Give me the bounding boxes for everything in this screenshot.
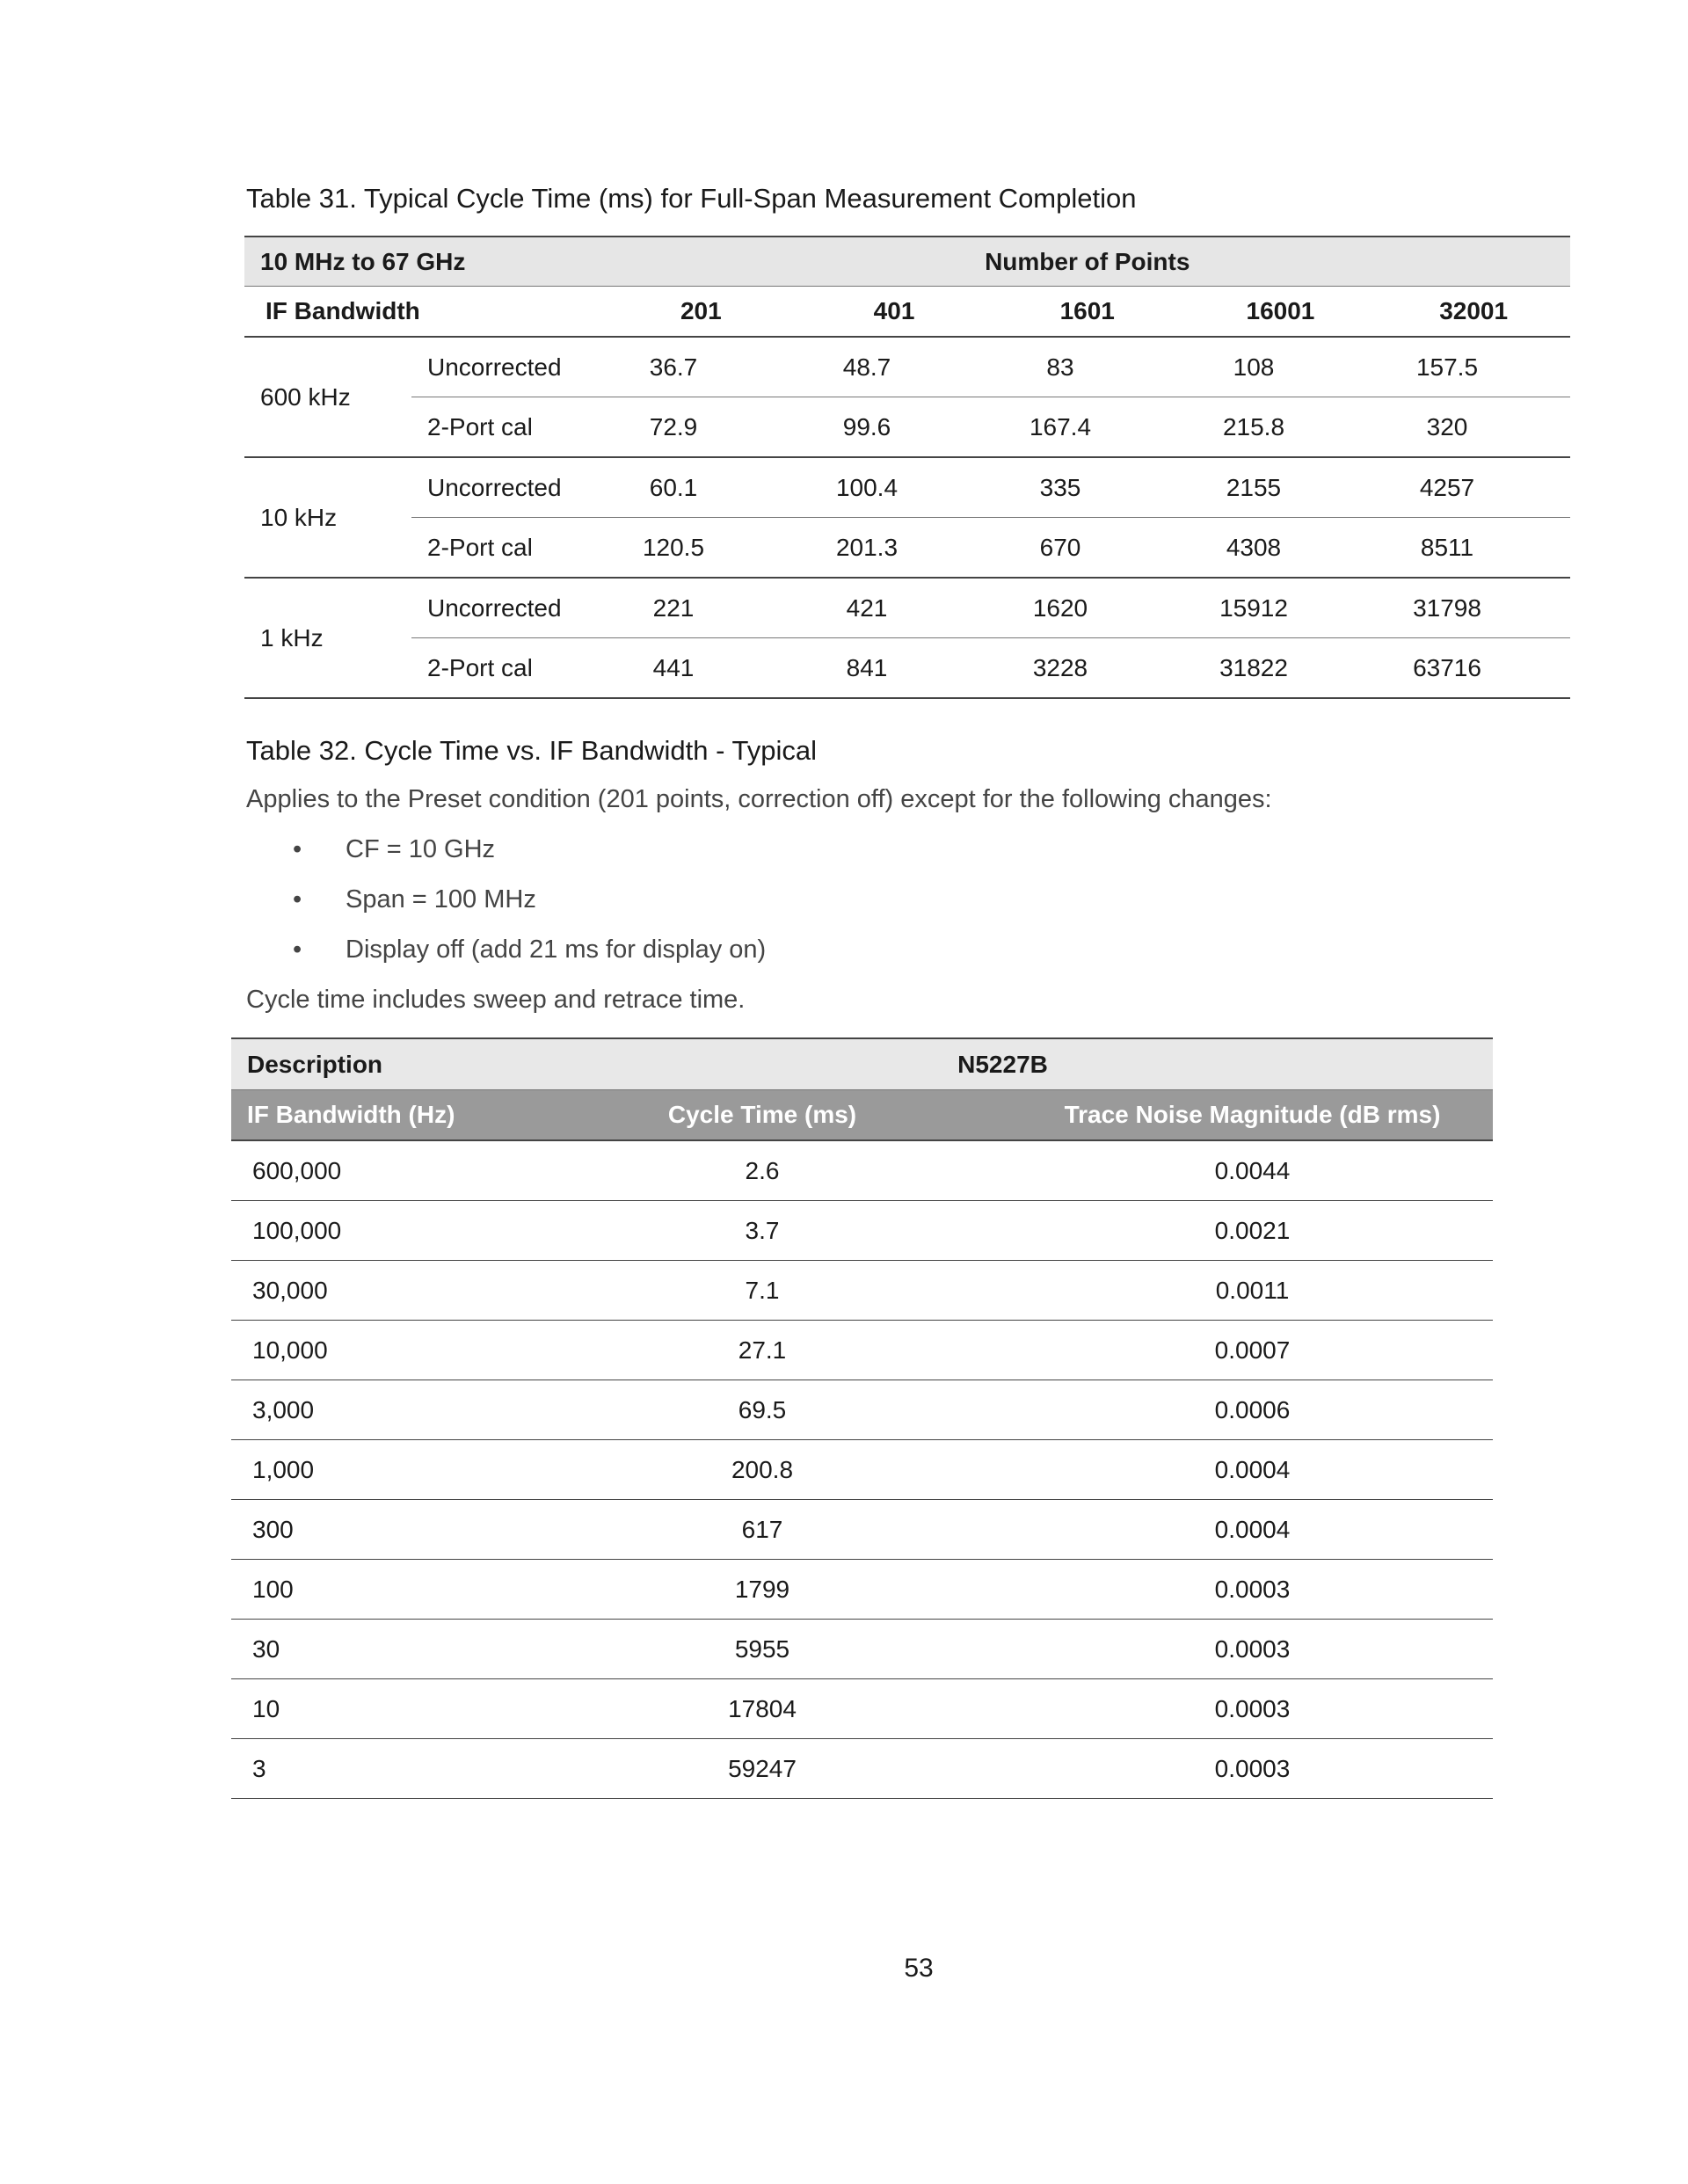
table-row — [231, 1201, 1493, 1261]
cycle-time-cell: 60.1 — [649, 473, 698, 501]
cycle-time-cell: 15912 — [1219, 593, 1288, 622]
condition-label: 2-Port cal — [427, 653, 533, 681]
cycle-time-cell: 157.5 — [1415, 353, 1479, 381]
cycle-time-cell: 841 — [846, 653, 888, 681]
if-bandwidth-cell: 300 — [252, 1515, 294, 1543]
table-row — [231, 1560, 1493, 1620]
bandwidth-group — [244, 579, 1570, 699]
trace-noise-cell: 0.0003 — [1214, 1575, 1291, 1603]
table-row — [231, 1141, 1493, 1201]
table-32-caption: Table 32. Cycle Time vs. IF Bandwidth - Typical — [246, 735, 817, 766]
bullet-text: Display off (add 21 ms for display on) — [346, 935, 767, 964]
table-row — [231, 1620, 1493, 1679]
cycle-time-cell: 3.7 — [745, 1216, 780, 1244]
table-row — [231, 1500, 1493, 1560]
cycle-time-cell: 7.1 — [745, 1276, 780, 1304]
table-row — [231, 1440, 1493, 1500]
table-row — [411, 338, 1570, 397]
cycle-time-cell: 3228 — [1032, 653, 1088, 681]
bullet-text: CF = 10 GHz — [346, 835, 496, 863]
cycle-time-cell: 215.8 — [1222, 412, 1285, 440]
cycle-time-cell: 27.1 — [738, 1336, 787, 1364]
bullet-text: Span = 100 MHz — [346, 885, 536, 914]
bullet-item — [293, 885, 536, 914]
cycle-time-cell: 670 — [1039, 533, 1081, 561]
table-row — [411, 458, 1570, 517]
table-31-caption: Table 31. Typical Cycle Time (ms) for Full-Span Measurement Completion — [246, 183, 1137, 214]
cycle-time-cell: 1620 — [1032, 593, 1088, 622]
if-bandwidth-cell: 3,000 — [252, 1395, 315, 1423]
cycle-time-cell: 59247 — [728, 1754, 797, 1782]
trace-noise-cell: 0.0011 — [1215, 1276, 1290, 1304]
points-column-header: 32001 — [1439, 297, 1509, 324]
cycle-time-cell: 201.3 — [835, 533, 899, 561]
if-bandwidth-cell: 30 — [252, 1634, 280, 1663]
cycle-time-cell: 4308 — [1226, 533, 1282, 561]
applies-note: Applies to the Preset condition (201 points, correction off) except for the following changes: — [246, 785, 1272, 813]
trace-noise-cell: 0.0044 — [1214, 1156, 1291, 1184]
bullet-dot-icon: • — [293, 935, 302, 964]
cycle-time-cell: 63716 — [1413, 653, 1481, 681]
cycle-time-cell: 4257 — [1419, 473, 1475, 501]
cycle-time-cell: 31822 — [1219, 653, 1288, 681]
table-32 — [231, 1037, 1493, 1799]
condition-label: Uncorrected — [427, 473, 562, 501]
trace-noise-cell: 0.0003 — [1214, 1634, 1291, 1663]
trace-noise-cell: 0.0021 — [1214, 1216, 1291, 1244]
cycle-time-cell: 617 — [741, 1515, 783, 1543]
page-number: 53 — [904, 1954, 934, 1983]
bullet-dot-icon: • — [293, 835, 302, 863]
trace-noise-cell: 0.0003 — [1214, 1694, 1291, 1722]
bandwidth-label: 600 kHz — [260, 382, 351, 411]
trace-noise-column-header: Trace Noise Magnitude (dB rms) — [1064, 1101, 1441, 1128]
cycle-time-cell: 31798 — [1413, 593, 1481, 622]
table-row — [231, 1380, 1493, 1440]
cycle-time-cell: 69.5 — [738, 1395, 787, 1423]
cycle-time-cell: 48.7 — [842, 353, 891, 381]
cycle-time-cell: 83 — [1046, 353, 1074, 381]
if-bandwidth-cell: 1,000 — [252, 1455, 315, 1483]
trace-noise-cell: 0.0004 — [1214, 1455, 1291, 1483]
cycle-time-cell: 167.4 — [1029, 412, 1092, 440]
cycle-time-column-header: Cycle Time (ms) — [667, 1101, 857, 1128]
condition-label: 2-Port cal — [427, 533, 533, 561]
if-bandwidth-cell: 3 — [252, 1754, 266, 1782]
cycle-time-cell: 335 — [1039, 473, 1081, 501]
trace-noise-cell: 0.0004 — [1214, 1515, 1291, 1543]
cycle-time-cell: 99.6 — [842, 412, 891, 440]
table-31-column-header-row — [244, 287, 1570, 338]
bandwidth-label: 1 kHz — [260, 623, 324, 652]
condition-label: 2-Port cal — [427, 412, 533, 440]
table-31-header-row — [244, 236, 1570, 287]
cycle-time-cell: 421 — [846, 593, 888, 622]
cycle-time-cell: 200.8 — [731, 1455, 794, 1483]
table-31 — [244, 236, 1570, 699]
table-row — [411, 397, 1570, 456]
cycle-time-cell: 72.9 — [649, 412, 698, 440]
if-bandwidth-cell: 100,000 — [252, 1216, 342, 1244]
points-column-header: 401 — [873, 297, 915, 324]
trace-noise-cell: 0.0007 — [1214, 1336, 1291, 1364]
cycle-time-cell: 221 — [652, 593, 695, 622]
cycle-time-cell: 2.6 — [745, 1156, 780, 1184]
table-row — [411, 579, 1570, 637]
bullet-dot-icon: • — [293, 885, 302, 914]
cycle-time-cell: 17804 — [728, 1694, 797, 1722]
if-bandwidth-header: IF Bandwidth — [266, 297, 420, 324]
table-row — [231, 1679, 1493, 1739]
cycle-time-cell: 108 — [1233, 353, 1275, 381]
table-row — [231, 1321, 1493, 1380]
points-column-header: 201 — [680, 297, 722, 324]
table-row — [231, 1261, 1493, 1321]
bullet-item — [293, 935, 767, 965]
if-bandwidth-column-header: IF Bandwidth (Hz) — [247, 1101, 455, 1128]
cycle-time-cell: 8511 — [1420, 533, 1474, 561]
cycle-time-cell: 320 — [1426, 412, 1468, 440]
table-row — [411, 517, 1570, 577]
description-header: Description — [247, 1050, 383, 1078]
if-bandwidth-cell: 100 — [252, 1575, 294, 1603]
cycle-time-cell: 36.7 — [649, 353, 698, 381]
cycle-time-cell: 2155 — [1226, 473, 1282, 501]
table-32-column-header-row — [231, 1090, 1493, 1141]
cycle-time-cell: 1799 — [734, 1575, 790, 1603]
if-bandwidth-cell: 10,000 — [252, 1336, 328, 1364]
cycle-time-cell: 100.4 — [835, 473, 899, 501]
model-header: N5227B — [957, 1050, 1048, 1078]
bandwidth-group — [244, 338, 1570, 458]
cycle-time-cell: 5955 — [734, 1634, 790, 1663]
condition-label: Uncorrected — [427, 353, 562, 381]
if-bandwidth-cell: 30,000 — [252, 1276, 328, 1304]
frequency-range-header: 10 MHz to 67 GHz — [260, 247, 466, 275]
trace-noise-cell: 0.0003 — [1214, 1754, 1291, 1782]
table-row — [231, 1739, 1493, 1799]
points-column-header: 16001 — [1246, 297, 1315, 324]
bandwidth-label: 10 kHz — [260, 503, 338, 531]
table-32-header-row — [231, 1037, 1493, 1090]
points-column-header: 1601 — [1059, 297, 1115, 324]
cycle-time-cell: 120.5 — [642, 533, 705, 561]
if-bandwidth-cell: 10 — [252, 1694, 280, 1722]
number-of-points-header: Number of Points — [985, 247, 1190, 275]
bandwidth-group — [244, 458, 1570, 579]
cycle-time-note: Cycle time includes sweep and retrace time. — [246, 986, 746, 1014]
table-row — [411, 637, 1570, 697]
trace-noise-cell: 0.0006 — [1214, 1395, 1291, 1423]
if-bandwidth-cell: 600,000 — [252, 1156, 342, 1184]
condition-label: Uncorrected — [427, 593, 562, 622]
bullet-item — [293, 835, 496, 864]
cycle-time-cell: 441 — [652, 653, 695, 681]
